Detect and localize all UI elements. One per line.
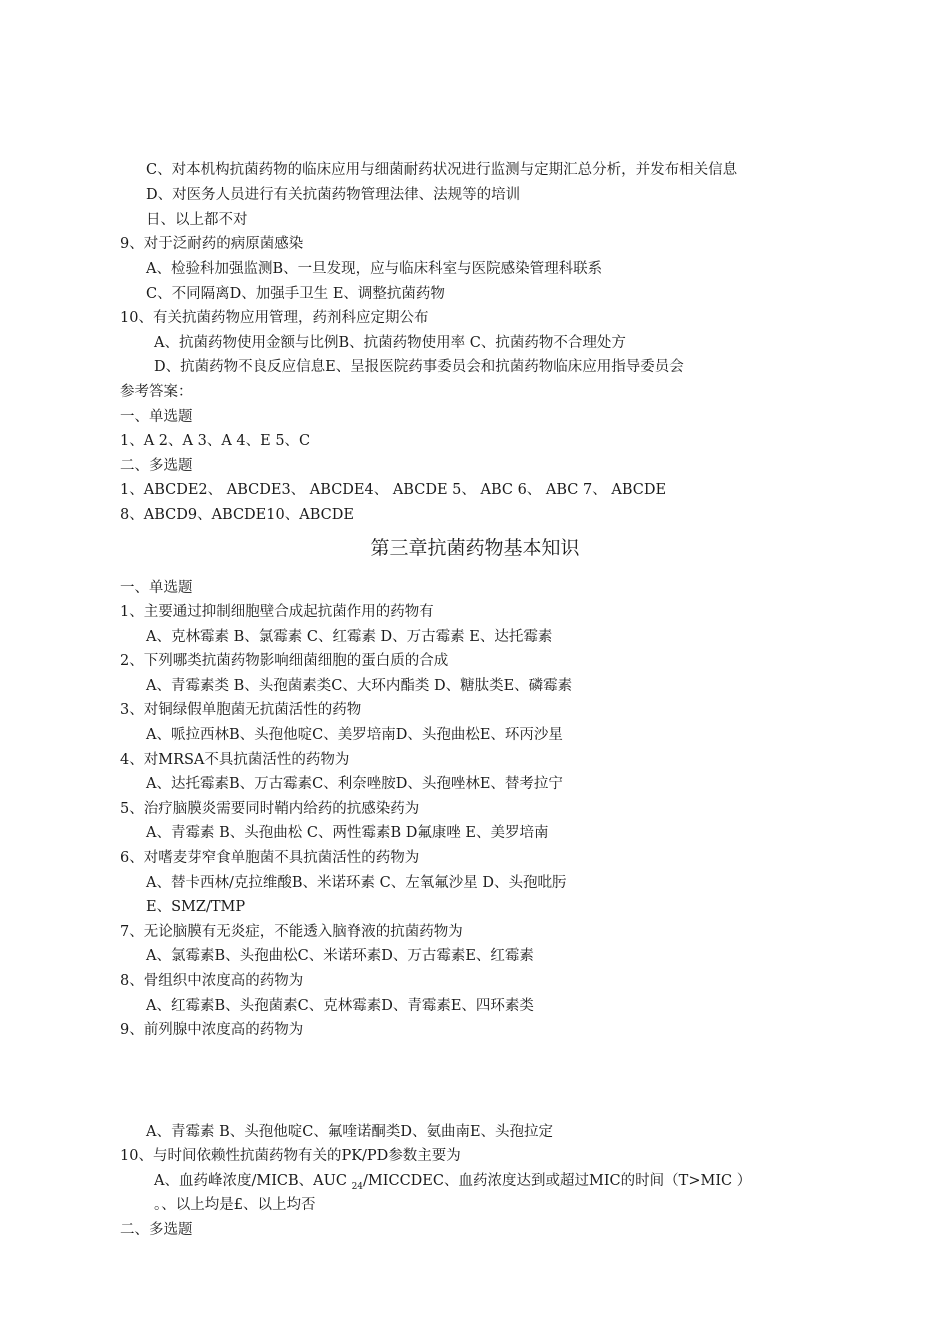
answers-multi: 1、ABCDE2、 ABCDE3、 ABCDE4、 ABCDE 5、 ABC 6、 ABC 7、 ABCDE	[120, 482, 667, 498]
options: A、克林霉素 B、氯霉素 C、红霉素 D、万古霉素 E、达托霉素	[146, 629, 553, 645]
question-8: 8、骨组织中浓度高的药物为	[120, 973, 304, 989]
question-3: 3、对铜绿假单胞菌无抗菌活性的药物	[120, 702, 362, 718]
options: A、抗菌药物使用金额与比例B、抗菌药物使用率 C、抗菌药物不合理处方	[154, 335, 626, 351]
answers-single: 1、A 2、A 3、A 4、E 5、C	[120, 433, 311, 449]
options: A、达托霉素B、万古霉素C、利奈唑胺D、头孢唑林E、替考拉宁	[146, 776, 563, 792]
section-heading: 一、单选题	[120, 580, 193, 596]
options: A、红霉素B、头孢菌素C、克林霉素D、青霉素E、四环素类	[146, 998, 534, 1014]
section-heading: 一、单选题	[120, 409, 193, 425]
question-7: 7、无论脑膜有无炎症，不能透入脑脊液的抗菌药物为	[120, 924, 463, 940]
option-text: /MICCDEC、血药浓度达到或超过MIC的时间（T>MIC ）	[363, 1173, 752, 1189]
question-1: 1、主要通过抑制细胞壁合成起抗菌作用的药物有	[120, 604, 434, 620]
option-text: A、血药峰浓度/MICB、AUC	[154, 1173, 347, 1189]
subscript: 24	[351, 1181, 364, 1192]
section-heading: 二、多选题	[120, 458, 193, 474]
options: 。、以上均是£、以上均否	[154, 1197, 316, 1213]
question-4: 4、对MRSA不具抗菌活性的药物为	[120, 752, 350, 768]
section-heading: 二、多选题	[120, 1222, 193, 1238]
question-2: 2、下列哪类抗菌药物影响细菌细胞的蛋白质的合成	[120, 653, 449, 669]
options: A、哌拉西林B、头孢他啶C、美罗培南D、头孢曲松E、环丙沙星	[146, 727, 563, 743]
chapter-title: 第三章抗菌药物基本知识	[370, 537, 580, 559]
options: E、SMZ/TMP	[146, 899, 246, 915]
options: A、检验科加强监测B、一旦发现，应与临床科室与医院感染管理科联系	[146, 261, 603, 277]
options: A、氯霉素B、头孢曲松C、米诺环素D、万古霉素E、红霉素	[146, 948, 534, 964]
options: D、抗菌药物不良反应信息E、呈报医院药事委员会和抗菌药物临床应用指导委员会	[154, 359, 684, 375]
text-line: 日、以上都不对	[146, 212, 248, 228]
options: A、青霉素类 B、头孢菌素类C、大环内酯类 D、糖肽类E、磷霉素	[146, 678, 573, 694]
options: C、不同隔离D、加强手卫生 E、调整抗菌药物	[146, 286, 445, 302]
options: A、青霉素 B、头孢他啶C、氟喹诺酮类D、氨曲南E、头孢拉定	[146, 1124, 554, 1140]
options	[154, 1169, 751, 1193]
question-9: 9、前列腺中浓度高的药物为	[120, 1022, 304, 1038]
answers-multi: 8、ABCD9、ABCDE10、ABCDE	[120, 507, 354, 523]
question-10: 10、有关抗菌药物应用管理，药剂科应定期公布	[120, 310, 429, 326]
question-9: 9、对于泛耐药的病原菌感染	[120, 236, 304, 252]
text-line: C、对本机构抗菌药物的临床应用与细菌耐药状况进行监测与定期汇总分析，并发布相关信息	[146, 162, 738, 178]
question-10: 10、与时间依赖性抗菌药物有关的PK/PD参数主要为	[120, 1148, 461, 1164]
options: A、青霉素 B、头孢曲松 C、两性霉素B D氟康唑 E、美罗培南	[146, 825, 549, 841]
question-6: 6、对嗜麦芽窄食单胞菌不具抗菌活性的药物为	[120, 850, 420, 866]
answer-heading: 参考答案：	[120, 384, 193, 400]
text-line: D、对医务人员进行有关抗菌药物管理法律、法规等的培训	[146, 187, 521, 203]
options: A、替卡西林/克拉维酸B、米诺环素 C、左氧氟沙星 D、头孢吡肟	[146, 875, 567, 891]
question-5: 5、治疗脑膜炎需要同时鞘内给药的抗感染药为	[120, 801, 420, 817]
